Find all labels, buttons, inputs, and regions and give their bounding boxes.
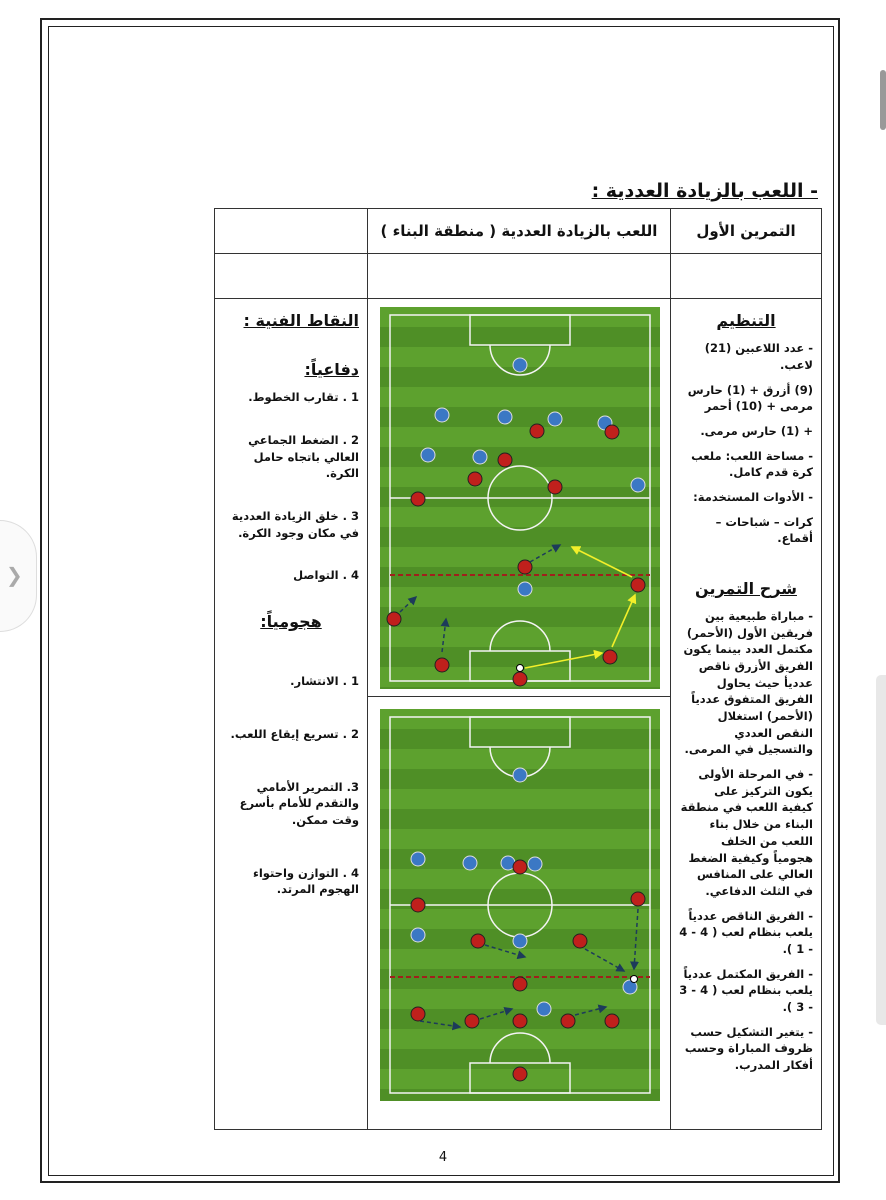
ball [631,976,638,983]
offensive-point: 4 . التوازن واحتواء الهجوم المرتد. [252,865,359,897]
side-panel-handle[interactable] [876,675,886,1025]
previous-page-button[interactable] [0,520,37,632]
explanation-line: - في المرحلة الأولى يكون التركيز على كيفية اللعب في منطقة البناء من خلال بناء اللعب من الخلف هجومياً وكيفية الضغط العالي على المنافس في الثلث الدفاعي. [680,767,813,898]
explanation-line: - يتغير التشكيل حسب ظروف المباراة وحسب أفكار المدرب. [684,1024,813,1072]
organization-line: - مساحة اللعب: ملعب كرة قدم كامل. [691,448,813,480]
diagrams-cell [368,299,671,1130]
explanation-line: - مباراة طبيعية بين فريقين الأول (الأحمر) مكتمل العدد بينما يكون الفريق الأزرق ناقص عدديأ حيث يحاول الفريق المتفوق عددياً (الأحمر) استغلال النقص العددي والتسجيل في المرمى. [683,609,813,757]
header-mid-cell: اللعب بالزيادة العددية ( منطقة البناء ) [368,209,671,254]
organization-cell [671,299,822,1130]
organization-line: - الأدوات المستخدمة: [693,489,813,504]
offensive-title: هجومياً: [260,612,322,632]
scrollbar-thumb[interactable] [880,70,886,130]
offensive-point: 2 . تسريع إيقاع اللعب. [230,726,359,741]
defensive-title: دفاعياً: [304,360,359,380]
defensive-point: 1 . تقارب الخطوط. [248,390,359,405]
technical-points-cell [215,299,368,1130]
pitch-diagram-2 [368,697,670,1109]
pitch-diagram-1 [368,299,670,697]
pitch-2-svg [380,709,660,1101]
header-left-cell [215,209,368,254]
organization-title: التنظيم [716,311,776,330]
defensive-point: 2 . الضغط الجماعي العالي باتجاه حامل الكرة. [248,433,359,481]
explanation-line: - الفريق الناقص عددياً يلعب بنظام لعب ( 4 - 4 - 1 ). [679,908,813,956]
technical-title: النقاط الفنية : [243,311,359,330]
blank-cell-left [215,254,368,299]
header-right-cell: التمرين الأول [671,209,822,254]
ball [517,665,524,672]
chevron-right-icon: ❯ [6,563,23,587]
exercise-table [214,208,822,1130]
explanation-title: شرح التمرين [695,578,797,598]
page-number: 4 [438,1150,448,1165]
explanation-line: - الفريق المكتمل عددياً يلعب بنظام لعب ( 4 - 3 - 3 ). [679,966,813,1014]
organization-line: (9) أزرق + (1) حارس مرمى + (10) أحمر [687,382,813,414]
defensive-point: 3 . خلق الزيادة العددية في مكان وجود الكرة. [231,509,359,540]
pitch-1-svg [380,307,660,689]
organization-line: + (1) حارس مرمى. [700,423,813,438]
defensive-point: 4 . التواصل [293,568,359,583]
section-heading: - اللعب بالزيادة العددية : [591,180,818,202]
organization-line: كرات – شباحات – أقماع. [715,514,813,546]
blank-cell-right [671,254,822,299]
offensive-point: 1 . الانتشار. [290,674,359,689]
offensive-point: 3. التمرير الأمامي والتقدم للأمام بأسرع وقت ممكن. [239,779,359,827]
blank-cell-mid [368,254,671,299]
organization-line: - عدد اللاعبين (21) لاعب. [704,341,813,372]
